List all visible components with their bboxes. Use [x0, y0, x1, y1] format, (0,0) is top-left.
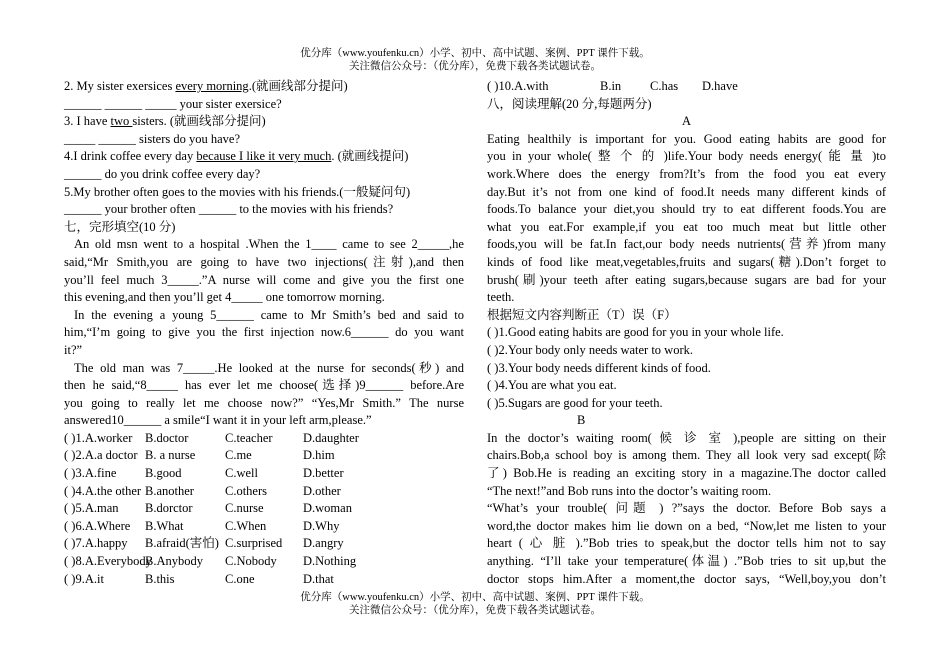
option-row-2: ( )2.A.a doctor B. a nurse C.me D.him — [64, 448, 335, 463]
passage-a-line: brush(刷)your teeth after eating sugars,because sugars are bad for your — [487, 272, 886, 287]
passage-a-line: teeth. — [487, 290, 515, 305]
footer-line-1: 优分库（www.youfenku.cn）小学、初中、高中试题、案例、PPT 课件下载。 — [300, 592, 650, 603]
cloze-line: this evening,and then you’ll get 4_____ one tomorrow morning. — [64, 290, 385, 305]
passage-b-line: In the doctor’s waiting room( 候 诊 室 ),people are sitting on their — [487, 430, 886, 445]
answer-line-3: _____ ______ sisters do you have? — [64, 131, 241, 146]
cloze-line: you going to really let me choose now?” “Yes,Mr Smith.” The nurse — [64, 395, 464, 410]
passage-b-line: anything. “I’ll take your temperature(体温) .”Bob tries to sit up,but the — [487, 554, 886, 569]
question-5: 5.My brother often goes to the movies with his friends.(一般疑问句) — [64, 184, 411, 199]
cloze-line: An old msn went to a hospital .When the 1____ came to see 2_____,he — [74, 237, 464, 252]
passage-b-line: “The next!”and Bob runs into the doctor’s waiting room. — [487, 483, 772, 498]
cloze-line: you’ll feel much 3_____.”A nurse will come and give you the first one — [64, 272, 464, 287]
passage-b-line: “What’s your trouble( 问题 ) ?”says the doctor. Before Bob says a — [487, 501, 886, 516]
judge-item-3: ( )3.Your body needs different kinds of food. — [487, 360, 711, 375]
passage-a-line: foods,you will be fat.In fact,our body needs nutrients(营养)from many — [487, 237, 886, 252]
question-4: 4.I drink coffee every day because I like it very much. (就画线提问) — [64, 149, 409, 164]
passage-a-line: foods.To balance your diet,you should try to eat different foods.You are — [487, 202, 886, 217]
page-header — [0, 47, 950, 73]
option-row-10: ( )10.A.with B.in C.has D.have — [487, 79, 738, 93]
footer-line-2: 关注微信公众号：（优分库），免费下载各类试题试卷。 — [349, 605, 601, 616]
section-7-title: 七，完形填空(10 分) — [64, 219, 176, 234]
passage-b-label: B — [577, 413, 586, 428]
passage-b-line: heart ( 心 脏 ).”Bob tries to speak,but the doctor tells him not to say — [487, 536, 886, 551]
section-8-title: 八，阅读理解(20 分,每题两分) — [487, 96, 652, 111]
question-2: 2. My sister exersices every morning.(就画线部分提问) — [64, 79, 348, 93]
passage-b-line: doctor stops him.After a moment,the doctor says, “Well,boy,you don’t — [487, 571, 886, 586]
answer-line-4: ______ do you drink coffee every day? — [64, 166, 261, 181]
cloze-line: then he said,“8_____ has ever let me choose(选择)9______ before.Are — [64, 378, 464, 393]
passage-a-line: day.But it’s not from one kind of food.It needs many different kinds of — [487, 184, 886, 199]
passage-b-line: word,the doctor makes him lie down on a bed, “Now,let me listen to your — [487, 518, 886, 533]
passage-a-line: work.Where does the energy from?It’s from the food you eat every — [487, 166, 886, 181]
passage-a-line: you in your whole( 整 个 的 )life.Your body needs energy( 能 量 )to — [487, 149, 886, 164]
judge-item-4: ( )4.You are what you eat. — [487, 378, 617, 393]
header-line-2: 关注微信公众号：（优分库），免费下载各类试题试卷。 — [349, 61, 601, 72]
passage-a-line: kinds of food like meat,vegetables,fruits and sugars(糖).Don’t forget to — [487, 254, 886, 269]
cloze-line: said,“Mr Smith,you are going to have two injections(注射),and then — [64, 254, 464, 269]
page-footer — [0, 591, 950, 617]
judge-item-1: ( )1.Good eating habits are good for you in your whole life. — [487, 325, 784, 340]
option-row-9: ( )9.A.it B.this C.one D.that — [64, 571, 334, 586]
option-row-6: ( )6.A.Where B.What C.When D.Why — [64, 518, 340, 533]
cloze-line: In the evening a young 5______ came to Mr Smith’s bed and said to — [74, 307, 464, 322]
header-line-1: 优分库（www.youfenku.cn）小学、初中、高中试题、案例、PPT 课件下载。 — [300, 48, 650, 59]
option-row-7: ( )7.A.happy B.afraid(害怕) C.surprised D.angry — [64, 536, 344, 551]
passage-a-line: what you eat.For example,if you eat too much meat but little other — [487, 219, 886, 234]
judge-item-5: ( )5.Sugars are good for your teeth. — [487, 395, 663, 410]
passage-a-label: A — [681, 114, 692, 129]
cloze-line: it?” — [64, 342, 83, 357]
left-column — [64, 78, 464, 588]
passage-a-line: Eating healthily is important for you. Good eating habits are good for — [487, 131, 886, 146]
question-3: 3. I have two sisters. (就画线部分提问) — [64, 114, 266, 129]
cloze-line: him,“I’m going to give you the first injection now.6______ do you want — [64, 325, 464, 340]
passage-b-line: 了) Bob.He is reading an exciting story in a magazine.The doctor called — [487, 466, 886, 481]
judge-title: 根据短文内容判断正（T）误（F） — [487, 307, 677, 322]
cloze-line: answered10______ a smile“I want it in your left arm,please.” — [64, 413, 372, 428]
option-row-5: ( )5.A.man B.dorctor C.nurse D.woman — [64, 501, 352, 516]
option-row-1: ( )1.A.worker B.doctor C.teacher D.daughter — [64, 430, 359, 445]
passage-b-line: chairs.Bob,a school boy is among them. They all look very sad except(除 — [487, 448, 886, 463]
right-column — [487, 78, 886, 588]
option-row-3: ( )3.A.fine B.good C.well D.better — [64, 466, 344, 481]
judge-item-2: ( )2.Your body only needs water to work. — [487, 342, 693, 357]
answer-line-5: ______ your brother often ______ to the movies with his friends? — [64, 202, 394, 217]
answer-line-2: ______ ______ _____ your sister exersice? — [64, 96, 282, 111]
option-row-8: ( )8.A.Everybody B.Anybody C.Nobody D.Nothing — [64, 554, 357, 569]
cloze-line: The old man was 7_____.He looked at the nurse for seconds(秒) and — [74, 360, 464, 375]
option-row-4: ( )4.A.the other B.another C.others D.other — [64, 483, 341, 498]
